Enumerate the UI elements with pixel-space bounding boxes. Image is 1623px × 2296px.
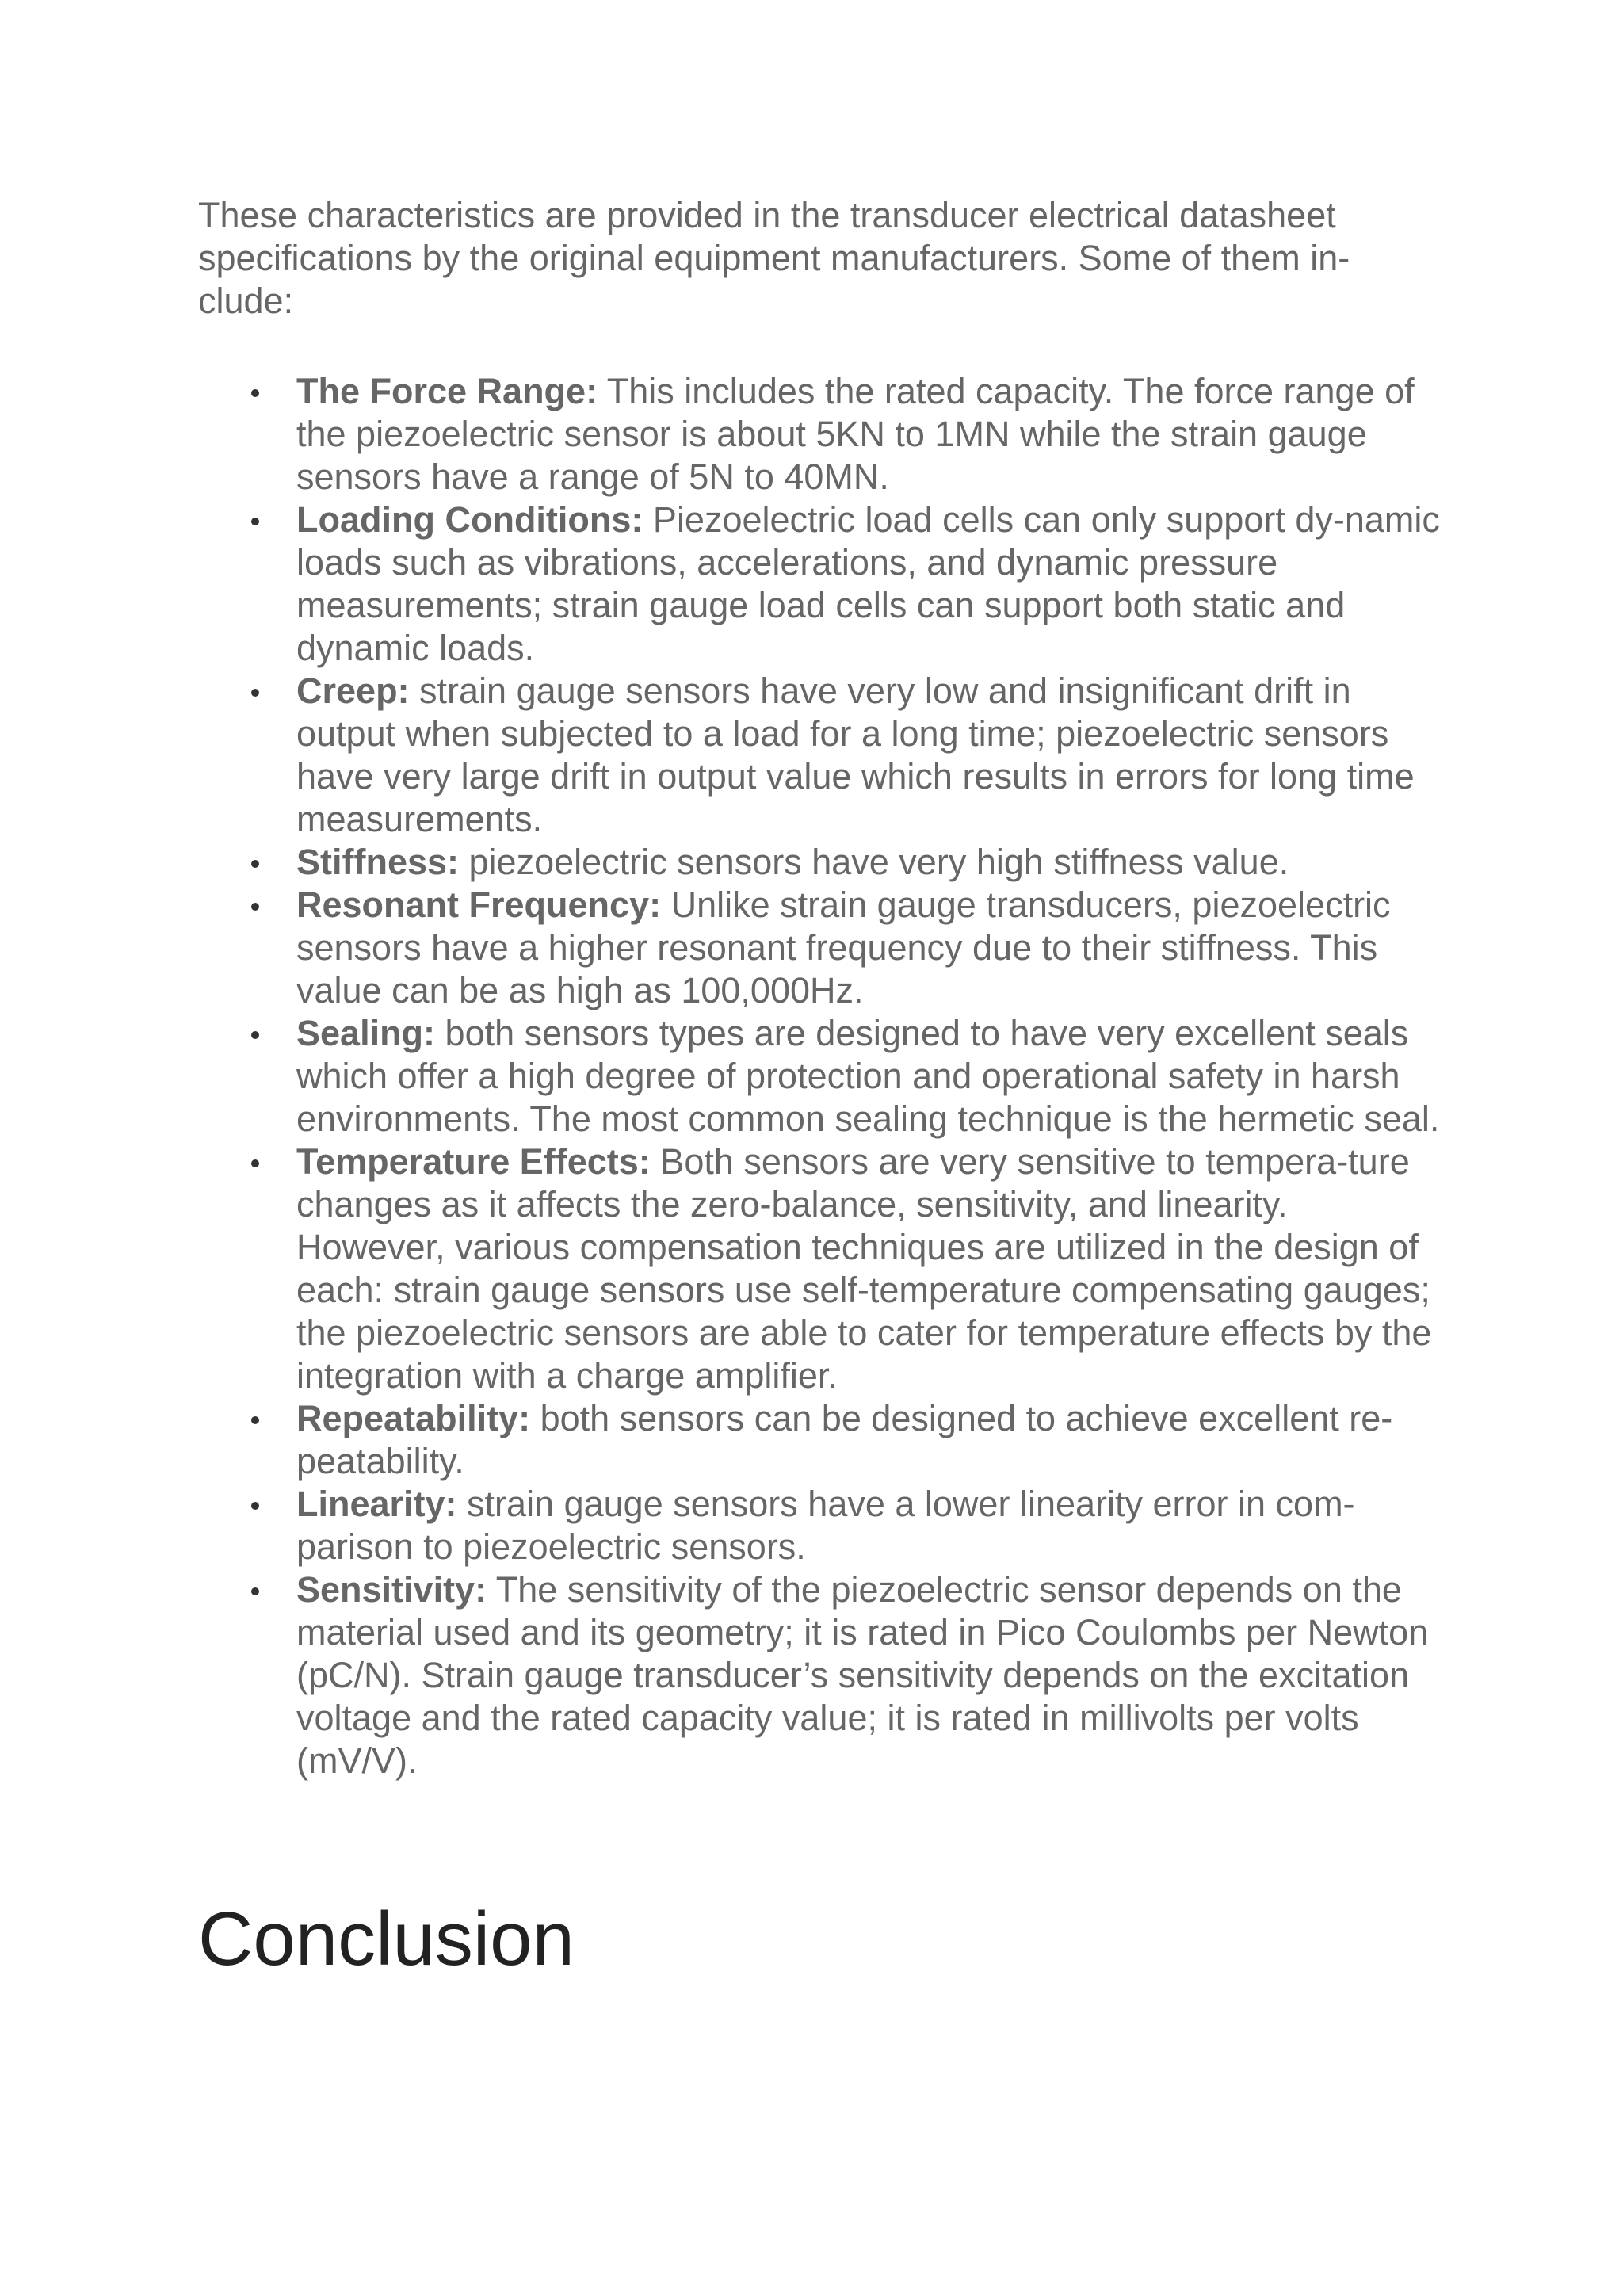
list-item xyxy=(198,370,1442,499)
bullet-icon xyxy=(251,518,259,525)
list-item xyxy=(198,670,1442,841)
item-term: Linearity: xyxy=(296,1484,457,1524)
bullet-icon xyxy=(251,689,259,697)
item-text: strain gauge sensors have very low and insignificant drift in output when subjected to a load for a long time; piezoelectric sensors have very large drift in output value which results in errors for long time measurements. xyxy=(296,670,1415,839)
list-item xyxy=(198,1397,1442,1483)
item-text: both sensors can be designed to achieve excellent re-peatability. xyxy=(296,1398,1393,1481)
bullet-icon xyxy=(251,903,259,911)
item-text: This includes the rated capacity. The force range of the piezoelectric sensor is about 5KN to 1MN while the strain gauge sensors have a range of 5N to 40MN. xyxy=(296,371,1415,497)
item-text: Both sensors are very sensitive to tempera-ture changes as it affects the zero-balance, sensitivity, and linearity. However, various compensation techniques are utilized in the design of each: strain gauge sensors use self-temperature compensating gauges; the piezoelectric sensors are able to cater for temperature effects by the integration with a charge amplifier. xyxy=(296,1141,1432,1396)
item-term: Sensitivity: xyxy=(296,1569,487,1610)
item-term: The Force Range: xyxy=(296,371,598,411)
bullet-icon xyxy=(251,860,259,868)
intro-paragraph: These characteristics are provided in the transducer electrical datasheet specifications by the original equipment manufacturers. Some of them in-clude: xyxy=(198,195,1350,321)
bullet-icon xyxy=(251,1587,259,1595)
list-item xyxy=(198,1483,1442,1568)
item-text: Piezoelectric load cells can only support dy-namic loads such as vibrations, accelerations, and dynamic pressure measurements; strain gauge load cells can support both static and dynamic loads. xyxy=(296,499,1440,668)
item-term: Creep: xyxy=(296,670,410,711)
bullet-icon xyxy=(251,389,259,397)
bullet-icon xyxy=(251,1416,259,1424)
item-term: Repeatability: xyxy=(296,1398,531,1438)
item-term: Temperature Effects: xyxy=(296,1141,651,1182)
item-term: Resonant Frequency: xyxy=(296,884,662,925)
list-item xyxy=(198,499,1442,670)
list-item xyxy=(198,1568,1442,1782)
item-text: Unlike strain gauge transducers, piezoelectric sensors have a higher resonant frequency due to their stiffness. This value can be as high as 100,000Hz. xyxy=(296,884,1391,1010)
list-item xyxy=(198,1140,1442,1397)
item-term: Loading Conditions: xyxy=(296,499,643,540)
item-text: strain gauge sensors have a lower linearity error in com-parison to piezoelectric sensors. xyxy=(296,1484,1355,1567)
item-term: Stiffness: xyxy=(296,842,460,882)
section-heading: Conclusion xyxy=(198,1897,575,1981)
item-text: piezoelectric sensors have very high stiffness value. xyxy=(459,842,1289,882)
bullet-icon xyxy=(251,1159,259,1167)
item-text: both sensors types are designed to have very excellent seals which offer a high degree of protection and operational safety in harsh environments. The most common sealing technique is the hermetic seal. xyxy=(296,1013,1440,1139)
characteristics-list xyxy=(198,370,1442,1782)
bullet-icon xyxy=(251,1031,259,1039)
item-text: The sensitivity of the piezoelectric sensor depends on the material used and its geometry; it is rated in Pico Coulombs per Newton (pC/N). Strain gauge transducer’s sensitivity depends on the excitation voltage and the rated capacity value; it is rated in millivolts per volts (mV/V). xyxy=(296,1569,1429,1781)
item-term: Sealing: xyxy=(296,1013,436,1053)
list-item xyxy=(198,1012,1442,1140)
bullet-icon xyxy=(251,1502,259,1510)
list-item xyxy=(198,884,1442,1012)
list-item xyxy=(198,841,1442,884)
